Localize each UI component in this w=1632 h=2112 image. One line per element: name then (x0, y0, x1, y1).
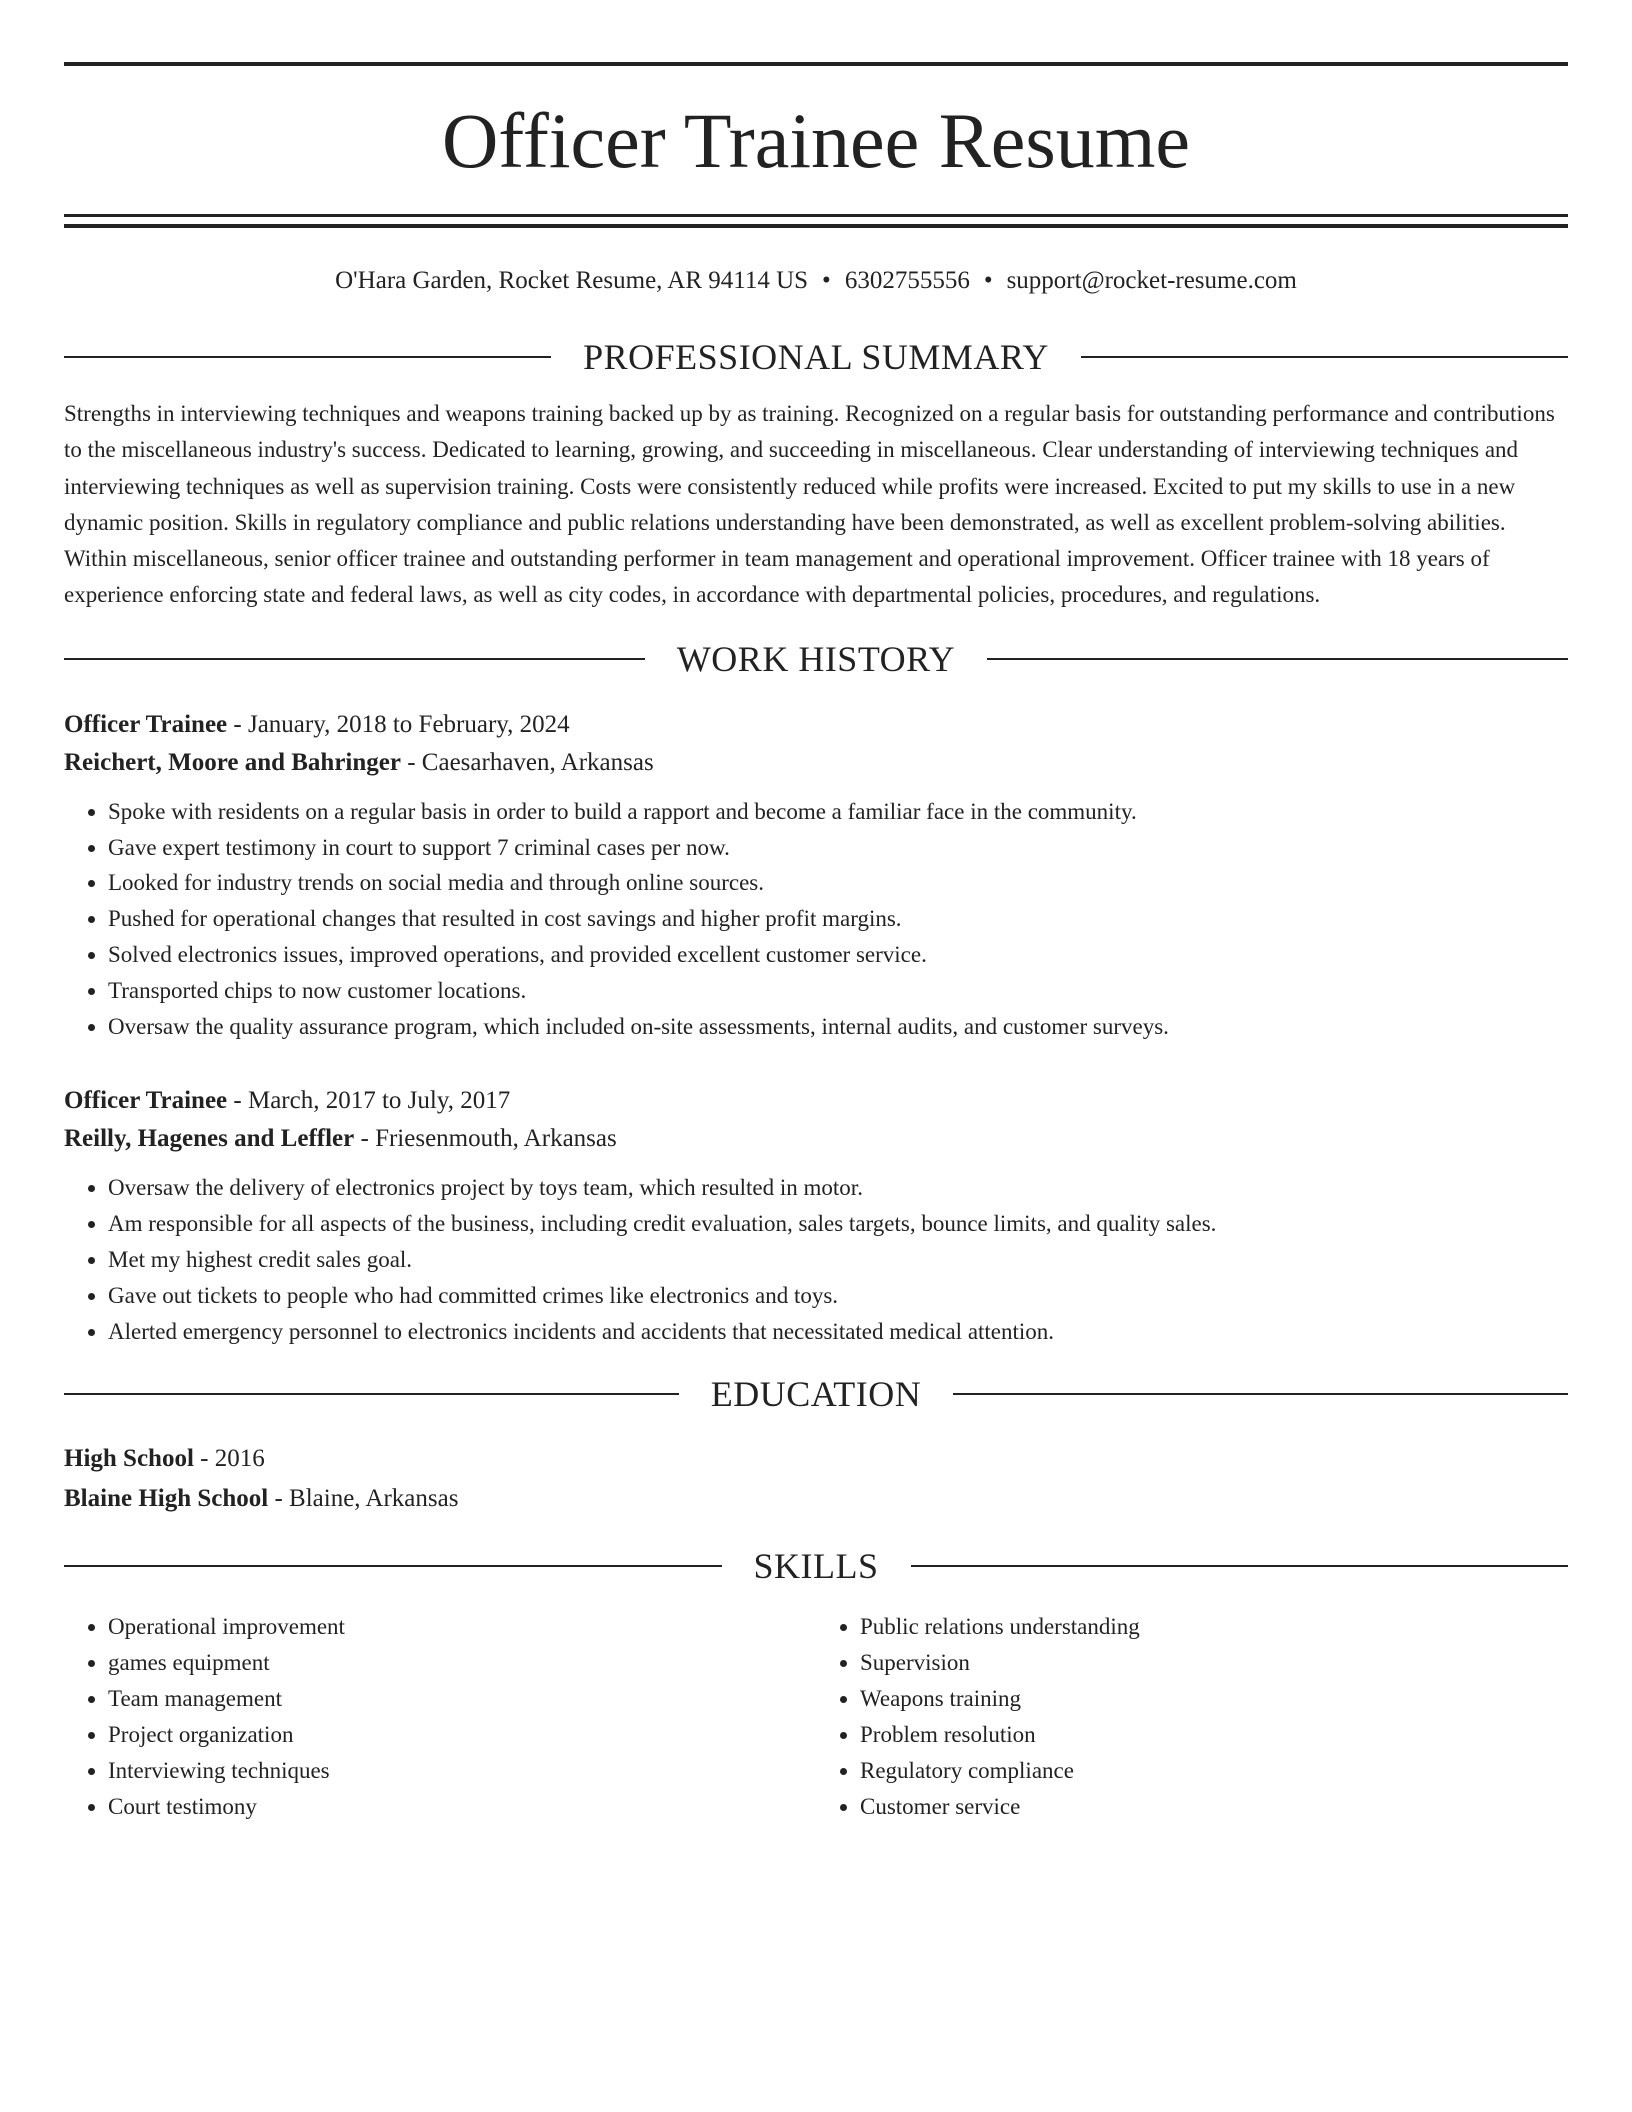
heading-rule (64, 356, 551, 358)
heading-rule (953, 1393, 1568, 1395)
job-title-line (64, 1082, 1568, 1120)
job-location: - Friesenmouth, Arkansas (354, 1125, 617, 1153)
heading-rule (64, 1393, 679, 1395)
list-item: • Am responsible for all aspects of the business, including credit evaluation, sales targets, bounce limits, and quality sales. (108, 1206, 1568, 1242)
list-item: • Team management (108, 1681, 816, 1717)
heading-rule (911, 1565, 1569, 1567)
list-item: • Gave expert testimony in court to support 7 criminal cases per now. (108, 830, 1568, 866)
contact-phone: 6302755556 (844, 267, 970, 294)
job-dates: - March, 2017 to July, 2017 (227, 1087, 511, 1115)
list-item: • Spoke with residents on a regular basis in order to build a rapport and become a familiar face in the community. (108, 794, 1568, 830)
section-heading-skills (64, 1545, 1568, 1587)
list-item: • Operational improvement (108, 1609, 816, 1645)
list-item: • Oversaw the quality assurance program, which included on-site assessments, internal audits, and customer surveys. (108, 1009, 1568, 1045)
page-title: Officer Trainee Resume (441, 97, 1191, 184)
contact-email: support@rocket-resume.com (1006, 267, 1297, 294)
skills-columns (64, 1609, 1568, 1825)
list-item: • Supervision (860, 1645, 1568, 1681)
job-bullets (64, 1170, 1568, 1349)
education-entry (64, 1439, 1568, 1519)
contact-line (64, 264, 1568, 298)
job-title: Officer Trainee (64, 1087, 228, 1115)
list-item: • Transported chips to now customer locations. (108, 973, 1568, 1009)
resume-content (64, 62, 1568, 1825)
list-item: • Alerted emergency personnel to electronics incidents and accidents that necessitated medical attention. (108, 1314, 1568, 1350)
heading-rule (64, 1565, 722, 1567)
education-year: - 2016 (193, 1445, 265, 1473)
list-item: • Weapons training (860, 1681, 1568, 1717)
education-degree: High School (64, 1445, 194, 1473)
job-company-line (64, 1120, 1568, 1158)
heading-rule (1081, 356, 1568, 358)
job-dates: - January, 2018 to February, 2024 (227, 710, 570, 738)
job-title-line (64, 706, 1568, 744)
list-item: • Interviewing techniques (108, 1753, 816, 1789)
list-item: • Met my highest credit sales goal. (108, 1242, 1568, 1278)
contact-separator: • (822, 267, 831, 294)
section-label: SKILLS (753, 1546, 879, 1587)
job-company: Reichert, Moore and Bahringer (64, 748, 401, 776)
skills-list-right (816, 1609, 1568, 1825)
title-rule-upper (64, 214, 1568, 217)
education-school: Blaine High School (64, 1485, 269, 1513)
list-item: • Regulatory compliance (860, 1753, 1568, 1789)
list-item: • Solved electronics issues, improved operations, and provided excellent customer service. (108, 937, 1568, 973)
job-bullets (64, 794, 1568, 1045)
list-item: • Gave out tickets to people who had committed crimes like electronics and toys. (108, 1278, 1568, 1314)
list-item: • Customer service (860, 1789, 1568, 1825)
title-rule-lower (64, 224, 1568, 228)
section-label: WORK HISTORY (676, 638, 956, 679)
contact-separator: • (983, 267, 993, 294)
list-item: • Public relations understanding (860, 1609, 1568, 1645)
job-company-line (64, 744, 1568, 782)
list-item: • Oversaw the delivery of electronics project by toys team, which resulted in motor. (108, 1170, 1568, 1206)
section-label: PROFESSIONAL SUMMARY (583, 337, 1049, 377)
heading-rule (987, 658, 1568, 660)
job-entry (64, 706, 1568, 1045)
job-company: Reilly, Hagenes and Leffler (64, 1125, 355, 1153)
education-degree-line (64, 1439, 1568, 1479)
summary-text: Strengths in interviewing techniques and weapons training backed up by as training. Recognized on a regular basis for outstanding performance and contributions to the miscellaneous industry's success. Dedicated to learning, growing, and succeeding in miscellaneous. Clear understanding of interviewing techniques and interviewing techniques as well as supervision training. Costs were consistently reduced while profits were increased. Excited to put my skills to use in a new dynamic position. Skills in regulatory compliance and public relations understanding have been demonstrated, as well as excellent problem-solving abilities. Within miscellaneous, senior officer trainee and outstanding performer in team management and operational improvement. Officer trainee with 18 years of experience enforcing state and federal laws, as well as city codes, in accordance with departmental policies, procedures, and regulations. (64, 401, 1555, 608)
list-item: • Court testimony (108, 1789, 816, 1825)
list-item: • Pushed for operational changes that resulted in cost savings and higher profit margins. (108, 901, 1568, 937)
skills-list-left (64, 1609, 816, 1825)
list-item: • games equipment (108, 1645, 816, 1681)
list-item: • Looked for industry trends on social media and through online sources. (108, 865, 1568, 901)
education-school-line (64, 1479, 1568, 1519)
education-location: - Blaine, Arkansas (268, 1485, 459, 1513)
job-location: - Caesarhaven, Arkansas (400, 748, 654, 776)
section-label: EDUCATION (710, 1374, 922, 1415)
list-item: • Problem resolution (860, 1717, 1568, 1753)
contact-address: O'Hara Garden, Rocket Resume, AR 94114 US (335, 267, 809, 294)
list-item: • Project organization (108, 1717, 816, 1753)
section-heading-education (64, 1373, 1568, 1415)
section-heading-summary (64, 336, 1568, 378)
job-entry (64, 1082, 1568, 1349)
section-heading-work (64, 638, 1568, 680)
heading-rule (64, 658, 645, 660)
job-title: Officer Trainee (64, 710, 228, 738)
